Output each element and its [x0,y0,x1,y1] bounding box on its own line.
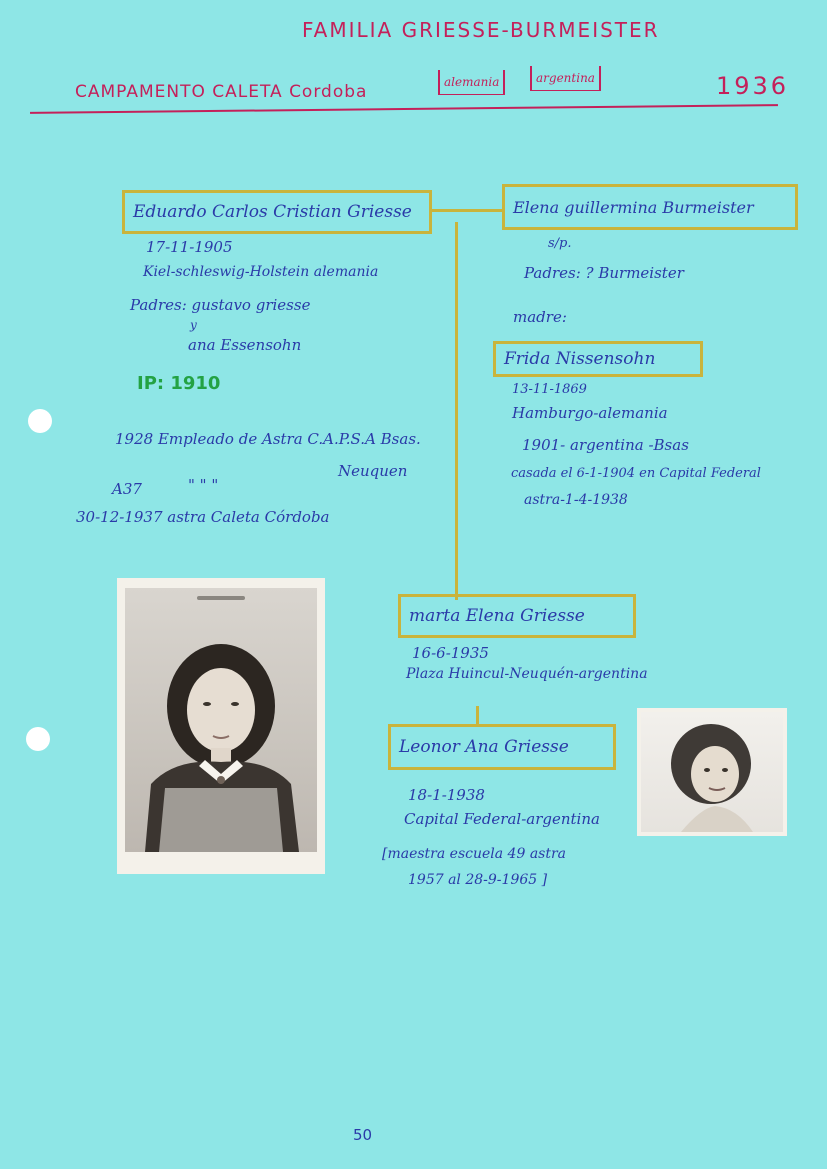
punch-hole-top [28,409,52,433]
descent-line [455,222,458,600]
father-job-1937-year: A37 [112,480,142,498]
mother-madre: madre: [513,308,567,326]
father-job-1937-marks: " " " [188,476,219,494]
grandmother-birth-date: 13-11-1869 [512,382,587,397]
year-label: 1936 [716,72,790,100]
child1-birth-date: 16-6-1935 [412,644,489,662]
camp-title: CAMPAMENTO CALETA Cordoba [75,82,368,102]
grandmother-astra: astra-1-4-1938 [524,492,628,508]
punch-hole-bottom [26,727,50,751]
portrait-silhouette [641,712,783,832]
child2-birth-place: Capital Federal-argentina [404,810,600,828]
mother-name-box [502,184,798,230]
portrait-silhouette [125,588,317,852]
father-job-1937-place: Neuquen [338,462,408,480]
photo-paperclip-mark [197,596,245,600]
grandmother-name-box [493,341,703,377]
mother-parents: Padres: ? Burmeister [524,264,684,282]
portrait-photo-leonor [637,708,787,836]
father-parents-line1: Padres: gustavo griesse [130,296,311,314]
grandmother-married: casada el 6-1-1904 en Capital Federal [511,466,761,481]
father-birth-place: Kiel-schleswig-Holstein alemania [143,264,379,280]
child2-birth-date: 18-1-1938 [408,786,485,804]
marriage-connector [432,209,504,212]
mother-name: Elena guillermina Burmeister [513,197,754,217]
child1-name-box [398,594,636,638]
photo-image-area [641,712,783,832]
grandmother-arrival: 1901- argentina -Bsas [522,436,689,454]
portrait-photo-marta [117,578,325,874]
father-ip: IP: 1910 [137,373,221,394]
tag-argentina: argentina [530,66,601,91]
child1-name: marta Elena Griesse [409,606,585,626]
father-name-box [122,190,432,234]
grandmother-name: Frida Nissensohn [504,349,656,369]
tag-alemania: alemania [438,70,505,95]
father-name: Eduardo Carlos Cristian Griesse [133,202,412,222]
father-birth-date: 17-11-1905 [146,238,233,256]
father-parents-line2: ana Essensohn [188,336,302,354]
sibling-connector [476,706,479,726]
header-underline [30,104,778,114]
page-number: 50 [353,1126,373,1144]
child2-note-line1: [maestra escuela 49 astra [382,846,567,862]
mother-sp: s/p. [548,236,572,251]
father-job-1937-final: 30-12-1937 astra Caleta Córdoba [76,508,330,526]
child2-name-box [388,724,616,770]
child2-name: Leonor Ana Griesse [399,737,569,757]
father-parents-and: y [190,318,197,332]
photo-image-area [125,588,317,852]
father-job-1928: 1928 Empleado de Astra C.A.P.S.A Bsas. [115,430,421,448]
family-title: FAMILIA GRIESSE-BURMEISTER [302,18,660,42]
child1-birth-place: Plaza Huincul-Neuquén-argentina [406,666,648,682]
child2-note-line2: 1957 al 28-9-1965 ] [408,872,548,888]
grandmother-birth-place: Hamburgo-alemania [512,404,668,422]
